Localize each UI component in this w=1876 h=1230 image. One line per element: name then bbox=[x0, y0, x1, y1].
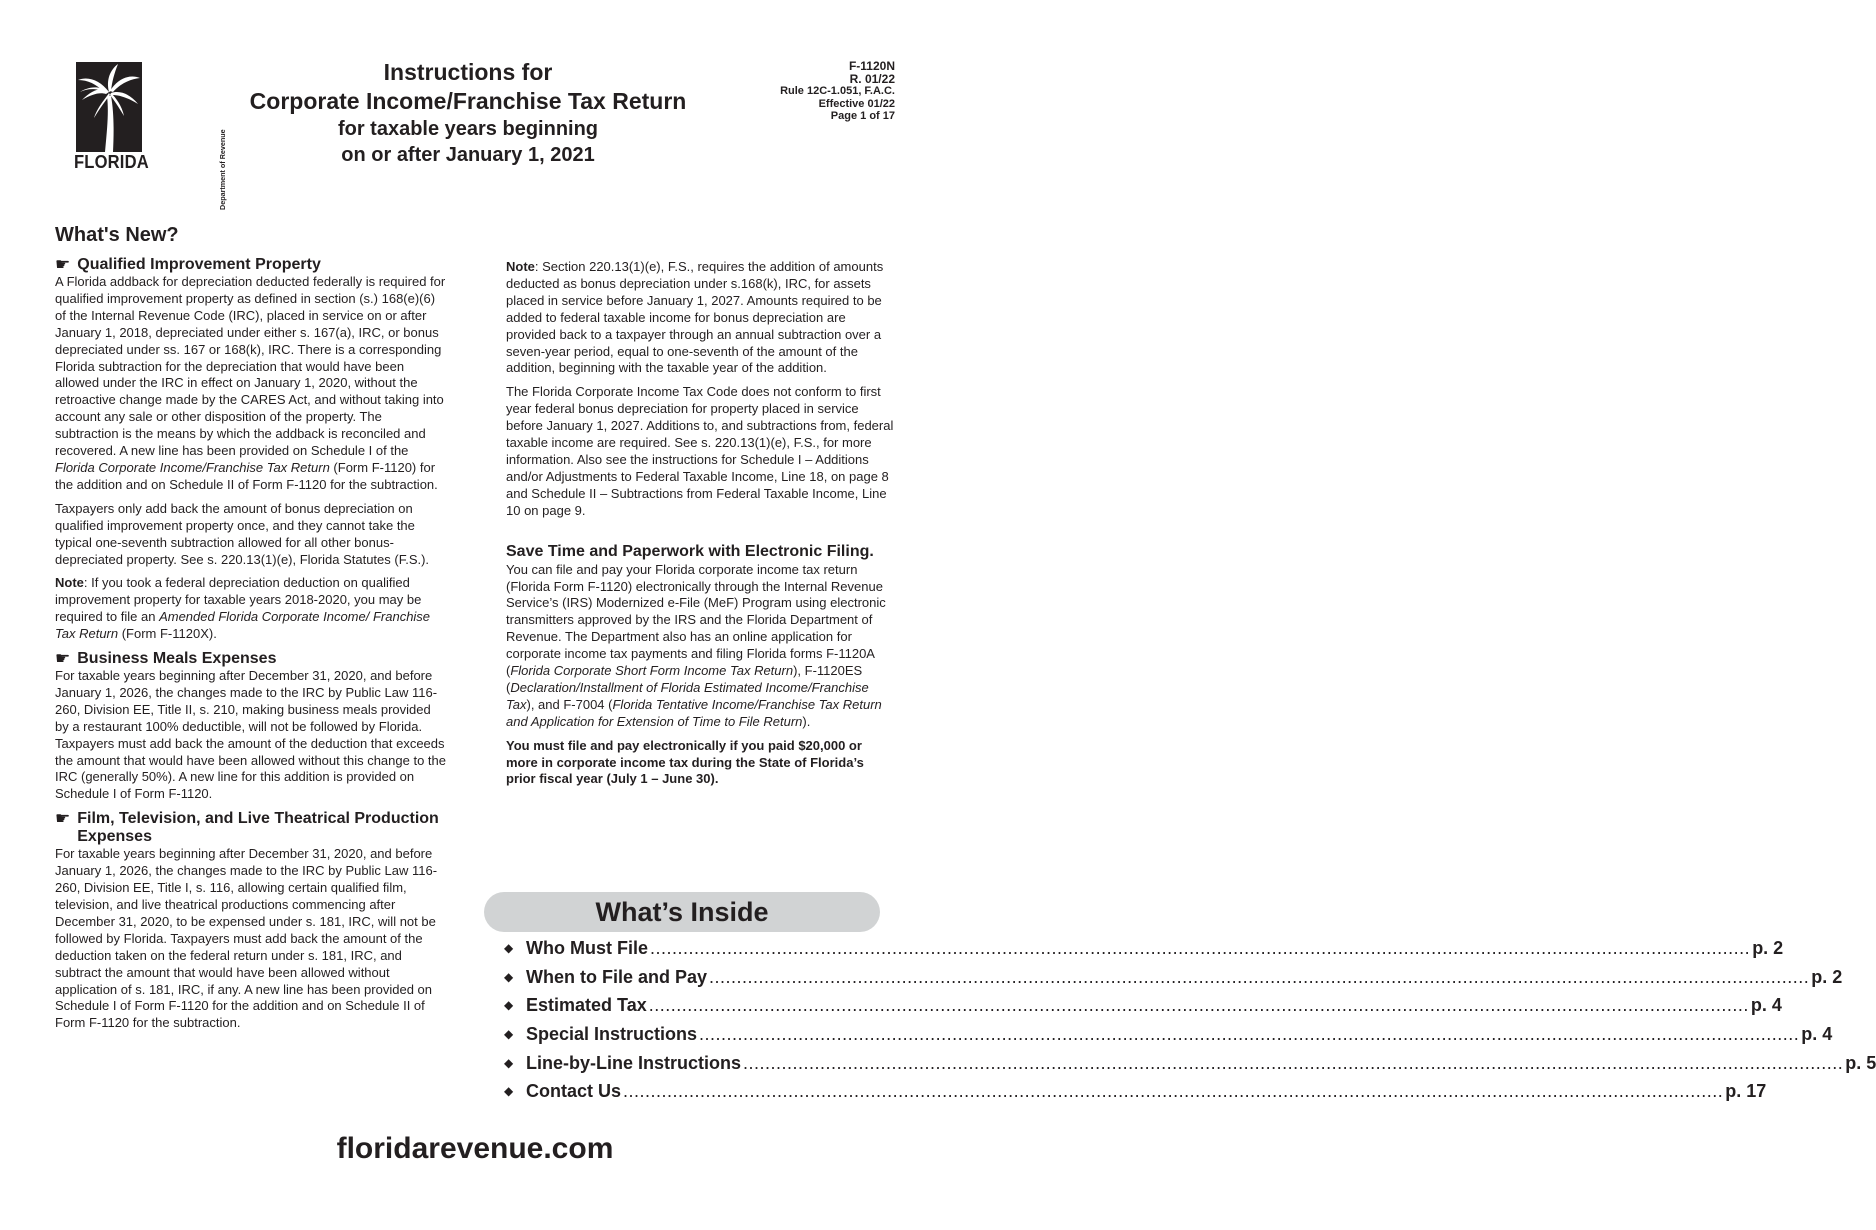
dot-leader: ........................................................................................................................................................................................................ bbox=[709, 966, 1810, 987]
efile-heading: Save Time and Paperwork with Electronic Filing. bbox=[506, 542, 874, 560]
paragraph bbox=[55, 668, 447, 803]
text-run: For taxable years beginning after December 31, 2020, and before January 1, 2026, the changes made to the IRC by Public Law 116-260, Division EE, Title I, s. 116, allowing certain qualified film, television, and live theatrical productions commencing after December 31, 2020, to be expensed under s. 181, IRC, will not be followed by Florida. Taxpayers must add back the amount of the deduction taken on the federal return under s. 181, IRC, and subtract the amount that would have been allowed without application of s. 181, IRC, if any. A new line has been provided on Schedule I of Form F-1120 for the addition and on Schedule II of Form F-1120 for the subtraction. bbox=[55, 846, 438, 1031]
toc-item-page: p. 17 bbox=[1725, 1081, 1767, 1102]
toc-item[interactable] bbox=[504, 1081, 1767, 1110]
toc-item-page: p. 4 bbox=[1750, 995, 1782, 1016]
title-line-3: for taxable years beginning bbox=[337, 118, 599, 140]
text-run: Florida Tentative Income/Franchise Tax Return and Application for Extension of Time to File Return bbox=[506, 696, 882, 729]
website-url[interactable]: floridarevenue.com bbox=[336, 1132, 614, 1165]
left-column bbox=[55, 256, 447, 1039]
text-run: You must file and pay electronically if you paid $20,000 or more in corporate income tax during the State of Florida’s prior fiscal year (July 1 – June 30). bbox=[506, 737, 864, 787]
table-of-contents bbox=[504, 938, 1876, 1110]
toc-item-label: Contact Us bbox=[526, 1081, 622, 1102]
pointing-hand-icon: ☛ bbox=[55, 809, 71, 829]
toc-item[interactable] bbox=[504, 1052, 1876, 1082]
toc-item-label: Estimated Tax bbox=[526, 995, 647, 1016]
section-title: Business Meals Expenses bbox=[77, 650, 277, 668]
form-revision: R. 01/22 bbox=[849, 71, 895, 86]
text-run: : Section 220.13(1)(e), F.S., requires the addition of amounts deducted as bonus depreciation under s.168(k), IRC, for assets placed in service before January 1, 2027. Amounts required to be added to federal taxable income for bonus depreciation are provided back to a taxpayer through an annual subtraction over a seven-year period, equal to one-seventh of the amount of the addition, beginning with the taxable year of the addition. bbox=[506, 259, 884, 376]
text-run: ), and F-7004 ( bbox=[526, 696, 613, 712]
toc-item[interactable] bbox=[504, 966, 1843, 996]
toc-item-page: p. 5 bbox=[1845, 1052, 1876, 1073]
form-number: F-1120N bbox=[848, 59, 895, 73]
page-number: Page 1 of 17 bbox=[830, 110, 895, 122]
section-title: Qualified Improvement Property bbox=[77, 256, 321, 273]
text-run: Amended Florida Corporate Income/ Franchise Tax Return bbox=[55, 609, 431, 642]
toc-item-label: Line-by-Line Instructions bbox=[526, 1052, 742, 1073]
diamond-bullet-icon: ◆ bbox=[504, 941, 514, 955]
title-line-4: on or after January 1, 2021 bbox=[341, 144, 595, 166]
document-title bbox=[190, 58, 746, 168]
toc-item-label: Who Must File bbox=[526, 938, 648, 958]
toc-item-label: When to File and Pay bbox=[526, 966, 708, 987]
title-line-1: Instructions for bbox=[383, 59, 553, 85]
text-run: Note bbox=[506, 259, 535, 274]
form-effective: Effective 01/22 bbox=[818, 97, 895, 110]
section-heading bbox=[55, 650, 447, 668]
text-run: The Florida Corporate Income Tax Code does not conform to first year federal bonus depreciation for property placed in service before January 1, 2027. Additions to, and subtractions from, federal taxable income are required. See s. 220.13(1)(e), F.S., for more information. Also see the instructions for Schedule I – Additions and/or Adjustments to Federal Taxable Income, Line 18, on page 8 and Schedule II – Subtractions from Federal Taxable Income, Line 10 on page 9. bbox=[506, 384, 894, 518]
diamond-bullet-icon: ◆ bbox=[504, 1084, 514, 1099]
dot-leader: ........................................................................................................................................................................................................ bbox=[743, 1052, 1844, 1073]
pointing-hand-icon: ☛ bbox=[55, 649, 71, 669]
whats-inside-heading: What’s Inside bbox=[484, 892, 880, 932]
whats-new-heading: What's New? bbox=[55, 224, 179, 246]
paragraph bbox=[506, 562, 894, 731]
toc-item-page: p. 2 bbox=[1811, 966, 1843, 987]
paragraph bbox=[506, 259, 894, 377]
text-run: For taxable years beginning after December 31, 2020, and before January 1, 2026, the changes made to the IRC by Public Law 116-260, Division EE, Title II, s. 210, making business meals provided by a restaurant 100% deductible, will not be followed by Florida. Taxpayers must add back the amount of the deduction that exceeds the amount that would have been allowed without this change to the IRC (generally 50%). A new line for this addition is provided on Schedule I of Form F-1120. bbox=[55, 668, 446, 802]
text-run: A Florida addback for depreciation deducted federally is required for qualified improvement property as defined in section (s.) 168(e)(6) of the Internal Revenue Code (IRC), placed in service on or after January 1, 2018, depreciated under either s. 167(a), IRC, or bonus depreciated under ss. 167 or 168(k), IRC. There is a corresponding Florida subtraction for the depreciation that would have been allowed under the IRC in effect on January 1, 2020, without the retroactive change made by the CARES Act, and without taking into account any sale or other disposition of the property. The subtraction is the means by which the addback is reconciled and recovered. A new line has been provided on Schedule I of the bbox=[55, 274, 446, 459]
text-run: Declaration/Installment of Florida Estimated Income/Franchise Tax bbox=[506, 679, 869, 712]
section-title: Film, Television, and Live Theatrical Production Expenses bbox=[77, 810, 439, 846]
text-run: Florida Corporate Short Form Income Tax Return bbox=[510, 663, 794, 679]
paragraph bbox=[506, 384, 894, 519]
toc-item[interactable] bbox=[504, 938, 1784, 967]
toc-item[interactable] bbox=[504, 995, 1782, 1024]
palm-tree-icon bbox=[76, 62, 142, 152]
text-run: ). bbox=[802, 713, 811, 729]
paragraph bbox=[55, 274, 447, 494]
paragraph bbox=[55, 501, 447, 569]
section-qualified-improvement bbox=[55, 256, 447, 643]
dot-leader: ........................................................................................................................................................................................................ bbox=[623, 1081, 1724, 1102]
toc-item-page: p. 4 bbox=[1801, 1024, 1833, 1045]
section-film-television bbox=[55, 810, 447, 1032]
dot-leader: ........................................................................................................................................................................................................ bbox=[699, 1024, 1800, 1045]
toc-item-page: p. 2 bbox=[1752, 938, 1784, 958]
text-run: (Form F-1120X). bbox=[118, 626, 217, 642]
paragraph bbox=[55, 575, 447, 643]
text-run: Note bbox=[55, 575, 84, 591]
text-run: (Form F-1120) for the addition and on Schedule II of Form F-1120 for the subtraction. bbox=[55, 459, 438, 492]
dot-leader: ........................................................................................................................................................................................................ bbox=[649, 938, 1751, 958]
paragraph bbox=[506, 738, 894, 789]
toc-item-label: Special Instructions bbox=[526, 1024, 698, 1045]
text-run: Florida Corporate Income/Franchise Tax Return bbox=[55, 459, 330, 475]
form-rule: Rule 12C-1.051, F.A.C. bbox=[780, 85, 895, 97]
title-line-2: Corporate Income/Franchise Tax Return bbox=[249, 88, 687, 114]
section-business-meals bbox=[55, 650, 447, 803]
diamond-bullet-icon: ◆ bbox=[504, 998, 514, 1013]
text-run: : If you took a federal depreciation deduction on qualified improvement property for taxable years 2018-2020, you may be required to file an bbox=[55, 575, 422, 625]
svg-text:Department of Revenue: Department of Revenue bbox=[218, 129, 227, 210]
text-run: ), F-1120ES ( bbox=[506, 663, 863, 695]
paragraph bbox=[55, 846, 447, 1032]
form-identifier bbox=[780, 60, 895, 123]
text-run: You can file and pay your Florida corporate income tax return (Florida Form F-1120) electronically through the Internal Revenue Service’s (IRS) Modernized e-File (MeF) Program using electronic transmitters approved by the IRS and the Florida Department of Revenue. The Department also has an online application for corporate income tax payments and filing Florida forms F-1120A ( bbox=[506, 561, 886, 679]
toc-item[interactable] bbox=[504, 1024, 1833, 1053]
efile-section bbox=[506, 542, 894, 789]
section-heading bbox=[55, 810, 447, 846]
diamond-bullet-icon: ◆ bbox=[504, 969, 514, 984]
section-heading bbox=[55, 256, 447, 274]
diamond-bullet-icon: ◆ bbox=[504, 1027, 514, 1042]
florida-wordmark: FLORIDA bbox=[74, 152, 149, 172]
dot-leader: ........................................................................................................................................................................................................ bbox=[648, 995, 1749, 1016]
right-column bbox=[506, 259, 894, 795]
text-run: Taxpayers only add back the amount of bonus depreciation on qualified improvement property once, and they cannot take the typical one-seventh subtraction allowed for all other bonus-depreciated property. See s. 220.13(1)(e), Florida Statutes (F.S.). bbox=[55, 500, 430, 567]
diamond-bullet-icon: ◆ bbox=[504, 1055, 514, 1070]
pointing-hand-icon: ☛ bbox=[55, 255, 71, 274]
